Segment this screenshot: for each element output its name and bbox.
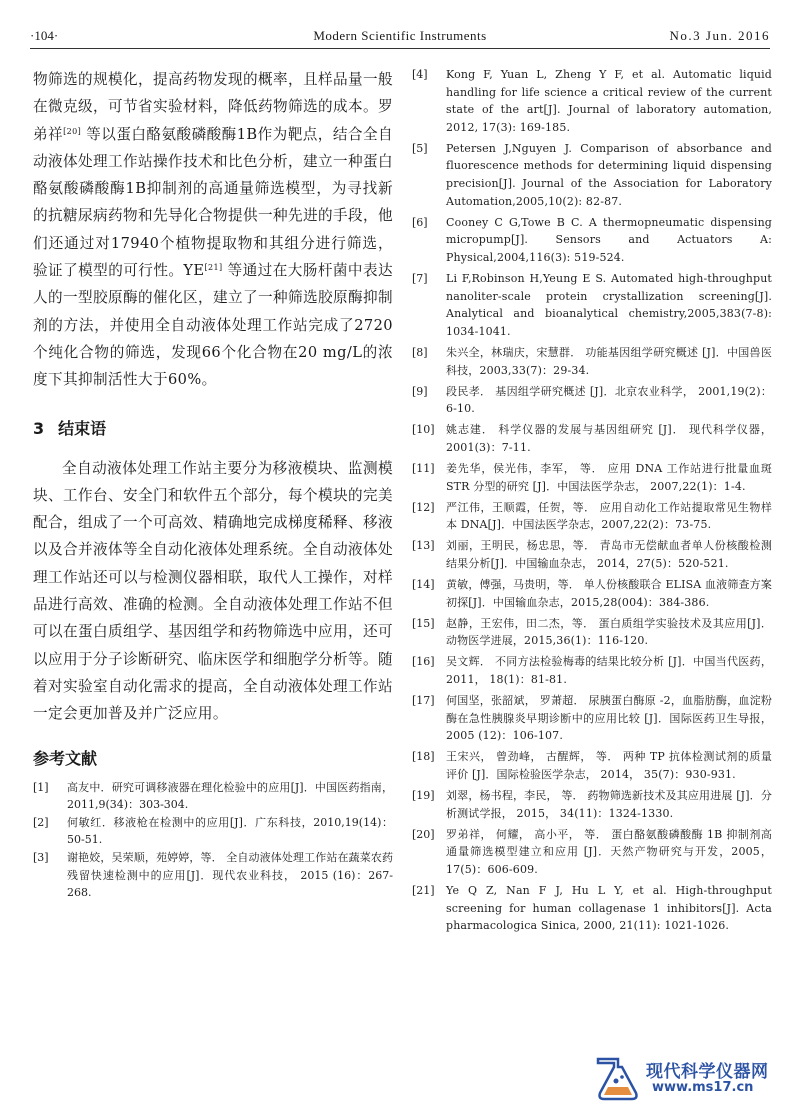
reference-text: 谢艳姣，吴荣顺，苑婷婷，等． 全自动液体处理工作站在蔬菜农药残留快速检测中的应用[J]．现代农业科技， 2015 (16)：267-268. — [67, 850, 393, 900]
reference-item — [412, 344, 772, 379]
reference-text: 黄敏，傅强，马贵明，等． 单人份核酸联合 ELISA 血液筛查方案初探[J]．中国输血杂志，2015,28(004)：384-386. — [446, 578, 772, 609]
reference-number: [12] — [412, 500, 435, 514]
journal-title: Modern Scientific Instruments — [313, 28, 487, 43]
reference-list-right — [412, 66, 772, 935]
reference-item — [412, 748, 772, 783]
reference-text: 王宋兴， 曾劲峰， 古醒辉， 等． 两种 TP 抗体检测试剂的质量评价 [J]．国际检验医学杂志， 2014， 35(7)：930-931. — [446, 750, 772, 781]
reference-text: 赵静，王宏伟，田二杰，等． 蛋白质组学实验技术及其应用[J]．动物医学进展，2015,36(1)：116-120. — [446, 616, 772, 648]
reference-text: 高友中．研究可调移液器在理化检验中的应用[J]．中国医药指南，2011,9(34)：303-304. — [67, 780, 393, 812]
reference-item — [412, 214, 772, 267]
reference-item — [412, 537, 772, 572]
reference-number: [3] — [33, 850, 49, 864]
reference-item — [412, 692, 772, 745]
watermark-logo-icon — [588, 1053, 648, 1103]
page-number: ·104· — [30, 28, 59, 43]
reference-number: [11] — [412, 461, 435, 475]
reference-number: [15] — [412, 616, 435, 630]
section-title: 结束语 — [58, 418, 107, 438]
reference-text: 朱兴全，林瑞庆，宋慧群． 功能基因组学研究概述 [J]．中国兽医科技，2003,33(7)：29-34. — [446, 345, 772, 377]
reference-number: [5] — [412, 141, 428, 155]
references-heading: 参考文献 — [33, 748, 98, 768]
reference-item — [412, 826, 772, 879]
reference-item — [412, 653, 772, 688]
reference-item — [412, 66, 772, 136]
reference-text: 严江伟，王顺霞，任贺，等． 应用自动化工作站提取常见生物样本 DNA[J]．中国法医学杂志，2007,22(2)：73-75. — [446, 500, 772, 532]
reference-text: 罗弟祥， 何耀， 高小平， 等． 蛋白酪氨酸磷酸酶 1B 抑制剂高通量筛选模型建立和应用 [J]．天然产物研究与开发，2005， 17(5)：606-609. — [446, 827, 772, 876]
reference-item — [33, 849, 393, 902]
reference-number: [7] — [412, 272, 428, 286]
reference-number: [21] — [412, 884, 435, 898]
reference-text: Cooney C G,Towe B C. A thermopneumatic dispensing micropump[J]. Sensors and Actuators A: Physical,2004,116(3): 519-524. — [446, 215, 772, 264]
paragraph-text: 全自动液体处理工作站主要分为移液模块、监测模块、工作台、安全门和软件五个部分，每个模块的完美配合，组成了一个可高效、精确地完成梯度稀释、移液以及合并液体等全自动化液体处理系统。全自动液体处理工作站还可以与检测仪器相联，取代人工操作，对样品进行高效、准确的检测。全自动液体处理工作站不但可以在蛋白质组学、基因组学和药物筛选中应用，还可以应用于分子诊断研究、临床医学和细胞学分析等。随着对实验室自动化需求的提高，全自动液体处理工作站一定会更加普及并广泛应用。 — [33, 459, 393, 723]
reference-item — [412, 140, 772, 210]
reference-text: 刘翠，杨书程，李民， 等． 药物筛选新技术及其应用进展 [J]．分析测试学报， 2015， 34(11)：1324-1330. — [446, 789, 772, 820]
reference-number: [13] — [412, 539, 435, 553]
conclusion-paragraph — [33, 455, 393, 728]
paragraph-text: 等通过在大肠杆菌中表达人的一型胶原酶的催化区，建立了一种筛选胶原酶抑制剂的方法，并使用全自动液体处理工作站完成了2720个纯化合物的筛选，发现66个化合物在20 mg/L的浓度下其抑制活性大于60%。 — [33, 262, 393, 389]
section-heading — [33, 416, 393, 439]
reference-item — [412, 270, 772, 340]
reference-number: [2] — [33, 815, 49, 829]
reference-number: [20] — [412, 827, 435, 841]
reference-number: [6] — [412, 215, 428, 229]
section-number: 3 — [33, 418, 45, 438]
reference-text: 姚志建． 科学仪器的发展与基因组研究 [J]． 现代科学仪器，2001(3)：7-11. — [446, 423, 772, 454]
reference-item — [33, 779, 393, 814]
reference-item — [412, 383, 772, 418]
reference-text: 何敏红．移液枪在检测中的应用[J]．广东科技，2010,19(14)：50-51. — [67, 815, 393, 847]
paragraph-text: 等以蛋白酪氨酸磷酸酶1B作为靶点，结合全自动液体处理工作站操作技术和比色分析，建立一种蛋白酪氨酸磷酸酶1B抑制剂的高通量筛选模型，为寻找新的抗糖尿病药物和先导化合物提供一种先进的手段，他们还通过对17940个植物提取物和其组分进行筛选，验证了模型的可行性。YE — [33, 125, 393, 280]
reference-item — [412, 421, 772, 456]
reference-number: [16] — [412, 655, 435, 669]
reference-text: Ye Q Z, Nan F J, Hu L Y, et al. High-throughput screening for human collagenase 1 inhibitors[J]. Acta pharmacologica Sinica, 2000, 21(11): 1021-1026. — [446, 884, 772, 933]
reference-text: 刘丽，王明民，杨忠思，等． 青岛市无偿献血者单人份核酸检测结果分析[J]．中国输血杂志， 2014，27(5)：520-521. — [446, 539, 772, 570]
reference-number: [10] — [412, 423, 435, 437]
reference-number: [4] — [412, 68, 428, 81]
reference-item — [412, 787, 772, 822]
body-paragraph-continued — [33, 66, 393, 394]
reference-text: Li F,Robinson H,Yeung E S. Automated high-throughput nanoliter-scale protein crystallization screening[J]. Analytical and bioanalytical chemistry,2005,383(7-8): 1034-1041. — [446, 272, 772, 338]
reference-text: 姜先华，侯光伟，李军， 等． 应用 DNA 工作站进行批量血斑 STR 分型的研究 [J]．中国法医学杂志， 2007,22(1)：1-4. — [446, 461, 772, 493]
reference-number: [9] — [412, 384, 428, 398]
watermark-url: www.ms17.cn — [652, 1080, 754, 1095]
reference-list-left — [33, 779, 393, 902]
site-watermark[interactable] — [588, 1053, 788, 1103]
running-header — [30, 26, 770, 49]
reference-item — [412, 615, 772, 650]
reference-text: 何国坚，张韶斌， 罗萧超． 尿胰蛋白酶原 -2，血脂肪酶，血淀粉酶在急性胰腺炎早期诊断中的应用比较 [J]．国际医药卫生导报， 2005 (12)：106-107. — [446, 694, 772, 743]
reference-item — [412, 499, 772, 534]
reference-item — [33, 814, 393, 849]
reference-number: [18] — [412, 750, 435, 764]
watermark-site-name: 现代科学仪器网 — [646, 1062, 769, 1082]
citation-20[interactable]: [20] — [63, 126, 82, 136]
reference-number: [14] — [412, 578, 435, 592]
paragraph-text: 物筛选的规模化，提高药物发现的概率，且样品量一般在微克级，可节省实验材料，降低药物筛选的成本。罗弟祥 — [33, 71, 393, 143]
reference-text: 吴文辉． 不同方法检验梅毒的结果比较分析 [J]．中国当代医药， 2011， 18(1)：81-81. — [446, 655, 772, 686]
reference-item — [412, 882, 772, 935]
left-column — [33, 66, 393, 902]
reference-number: [1] — [33, 780, 49, 794]
reference-number: [8] — [412, 345, 428, 359]
reference-item — [412, 460, 772, 495]
reference-text: Kong F, Yuan L, Zheng Y F, et al. Automatic liquid handling for life science a critical review of the current state of the art[J]. Journal of laboratory automation, 2012, 17(3): 169-185. — [446, 68, 772, 134]
reference-item — [412, 576, 772, 611]
right-column — [412, 66, 772, 938]
reference-text: 段民孝． 基因组学研究概述 [J]．北京农业科学， 2001,19(2)：6-10. — [446, 384, 772, 416]
reference-number: [17] — [412, 694, 435, 708]
reference-number: [19] — [412, 789, 435, 803]
issue-info: No.3 Jun. 2016 — [669, 28, 770, 43]
citation-21[interactable]: [21] — [204, 263, 223, 273]
reference-text: Petersen J,Nguyen J. Comparison of absorbance and fluorescence methods for determining liquid dispensing precision[J]. Journal of the Association for Laboratory Automation,2005,10(2): 82-87. — [446, 141, 772, 208]
